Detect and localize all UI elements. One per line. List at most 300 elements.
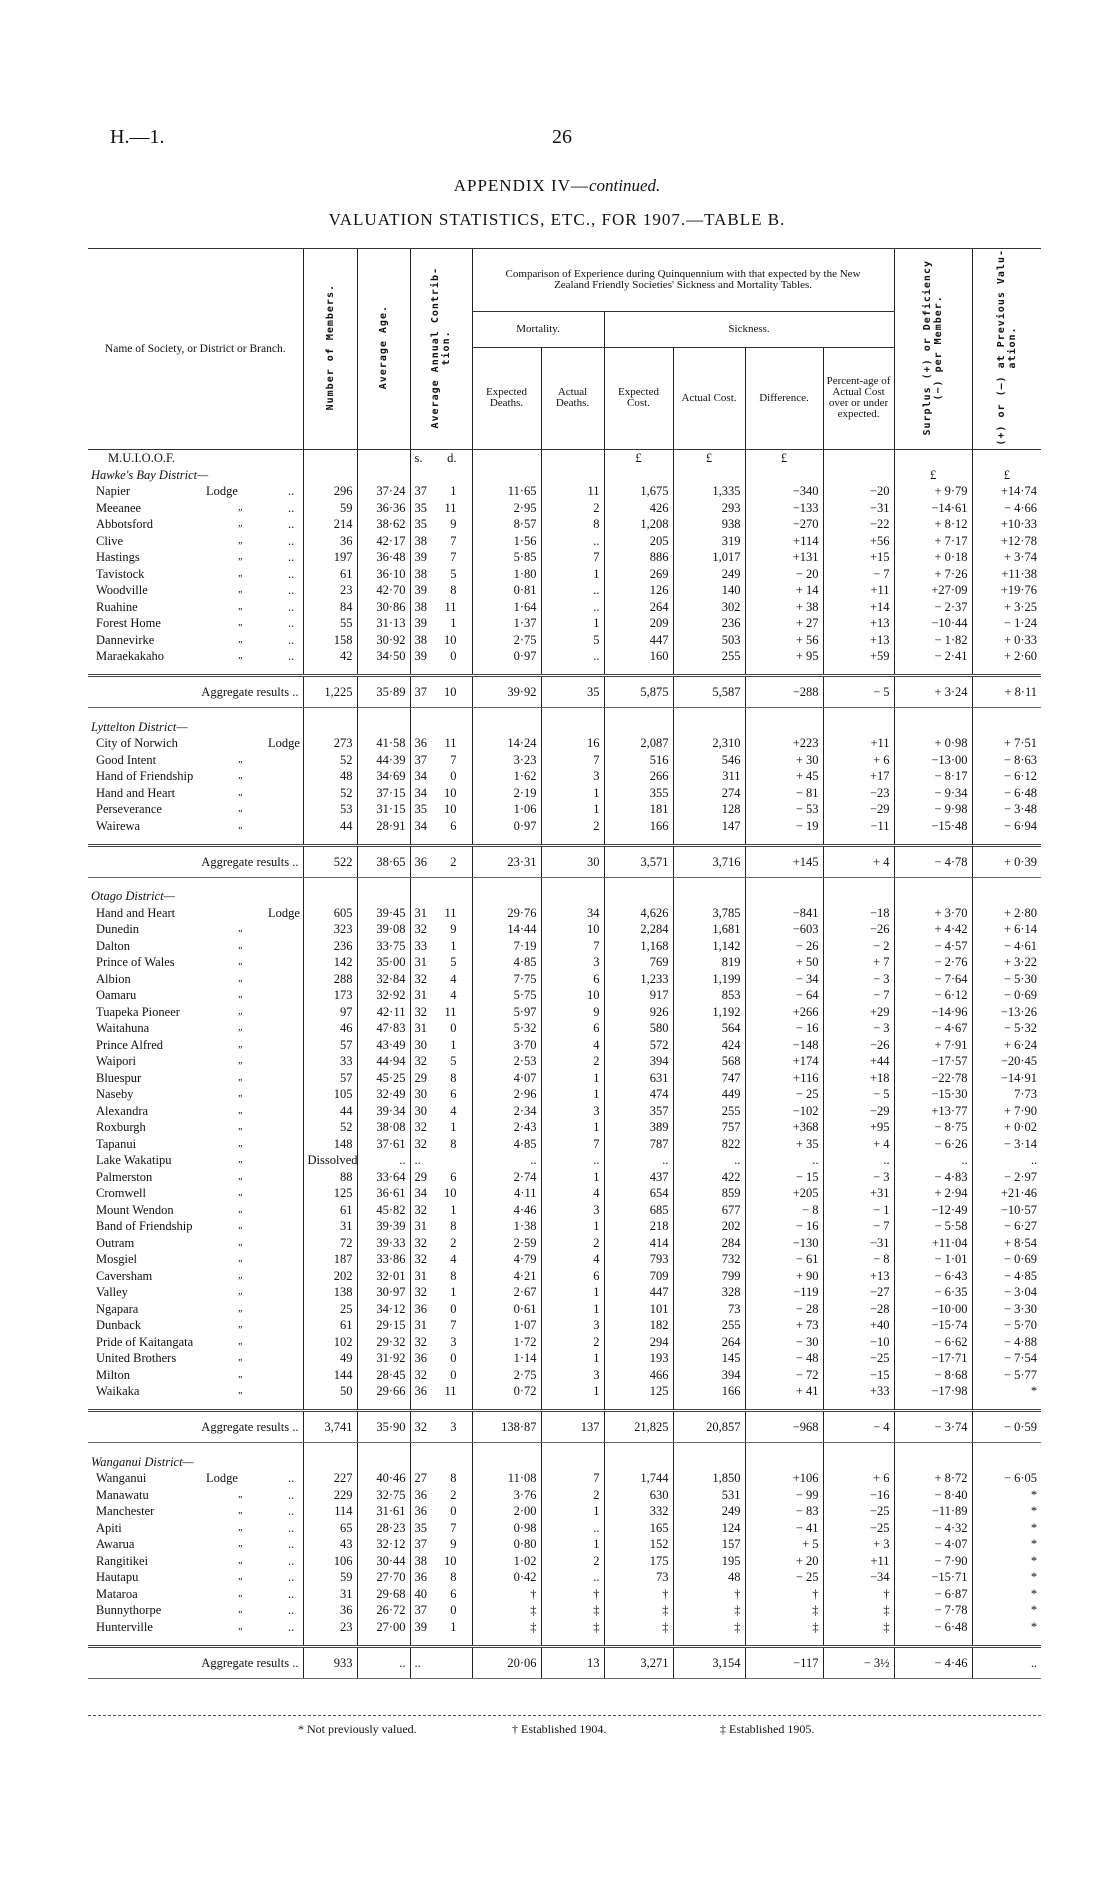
actual-cost-cell: 732 <box>673 1251 745 1268</box>
ditto-mark: „ <box>238 989 244 1001</box>
branch-name <box>88 784 303 801</box>
surplus-cell: − 6·62 <box>894 1333 972 1350</box>
contribution-shillings: 34 <box>414 818 427 833</box>
expected-deaths-cell: 2·75 <box>472 1366 541 1383</box>
difference-cell: − 25 <box>745 1086 823 1103</box>
average-age-cell: .. <box>357 1646 410 1678</box>
expected-deaths-cell: 1·56 <box>472 532 541 549</box>
members-cell: Dissolved <box>303 1152 357 1169</box>
contribution-cell <box>410 1003 472 1020</box>
previous-valuation-cell: + 2·80 <box>972 904 1041 921</box>
expected-deaths-cell: ‡ <box>472 1602 541 1619</box>
surplus-cell: −12·49 <box>894 1201 972 1218</box>
empty-cell <box>303 708 357 719</box>
contribution-shillings: 36 <box>414 1301 427 1316</box>
contribution-shillings: 31 <box>414 955 427 970</box>
table-row <box>88 1267 1041 1284</box>
members-cell: 84 <box>303 598 357 615</box>
table-row <box>88 1486 1041 1503</box>
contribution-shillings: 31 <box>414 988 427 1003</box>
leader-dots: .. <box>288 1504 295 1519</box>
branch-label: Caversham <box>96 1268 153 1283</box>
actual-cost-cell: 284 <box>673 1234 745 1251</box>
empty-cell <box>604 834 673 846</box>
expected-cost-cell: 466 <box>604 1366 673 1383</box>
empty-cell <box>303 466 357 483</box>
aggregate-label: Aggregate results .. <box>88 845 303 877</box>
table-row <box>88 801 1041 818</box>
average-age-cell: 29·68 <box>357 1585 410 1602</box>
expected-cost-cell: 166 <box>604 817 673 834</box>
previous-valuation-cell: +21·46 <box>972 1185 1041 1202</box>
contribution-pence: 6 <box>450 1586 457 1601</box>
previous-valuation-cell: +12·78 <box>972 532 1041 549</box>
average-age-cell: 36·48 <box>357 549 410 566</box>
expected-cost-cell: 3,571 <box>604 845 673 877</box>
members-cell: 144 <box>303 1366 357 1383</box>
actual-cost-cell: 302 <box>673 598 745 615</box>
empty-cell <box>894 449 972 466</box>
empty-cell <box>541 718 604 735</box>
empty-cell <box>410 834 472 846</box>
leader-dots: .. <box>288 517 295 532</box>
actual-cost-cell: 5,587 <box>673 676 745 708</box>
footnote-not-valued: * Not previously valued. <box>298 1722 417 1736</box>
spacer <box>88 1443 303 1454</box>
surplus-cell: −17·57 <box>894 1053 972 1070</box>
expected-cost-cell: 5,875 <box>604 676 673 708</box>
previous-valuation-cell: − 5·30 <box>972 970 1041 987</box>
empty-cell <box>745 834 823 846</box>
empty-cell <box>894 1453 972 1470</box>
members-cell: 31 <box>303 1585 357 1602</box>
ditto-mark: „ <box>238 1005 244 1017</box>
contribution-pence: 10 <box>444 1553 457 1568</box>
actual-cost-cell: 73 <box>673 1300 745 1317</box>
empty-cell <box>357 708 410 719</box>
actual-deaths-cell: 3 <box>541 1366 604 1383</box>
average-age-cell: 42·70 <box>357 582 410 599</box>
actual-cost-cell: ‡ <box>673 1602 745 1619</box>
actual-deaths-cell: .. <box>541 1152 604 1169</box>
surplus-cell: + 8·72 <box>894 1470 972 1487</box>
difference-cell: − 16 <box>745 1020 823 1037</box>
members-cell: 158 <box>303 631 357 648</box>
expected-cost-cell: 205 <box>604 532 673 549</box>
leader-dots: .. <box>288 1570 295 1585</box>
contribution-shillings: 32 <box>414 971 427 986</box>
surplus-cell: + 2·94 <box>894 1185 972 1202</box>
percentage-cell: − 8 <box>823 1251 894 1268</box>
average-age-cell: 32·92 <box>357 987 410 1004</box>
contribution-cell <box>410 904 472 921</box>
contribution-cell <box>410 1350 472 1367</box>
empty-cell <box>541 1453 604 1470</box>
actual-cost-cell: 1,850 <box>673 1470 745 1487</box>
empty-cell <box>745 888 823 905</box>
branch-label: Dunback <box>96 1318 142 1333</box>
members-cell: 197 <box>303 549 357 566</box>
empty-cell <box>673 466 745 483</box>
contribution-shillings: 30 <box>414 1037 427 1052</box>
table-row <box>88 735 1041 752</box>
empty-cell <box>357 718 410 735</box>
contribution-cell <box>410 1119 472 1136</box>
expected-cost-cell: 447 <box>604 1284 673 1301</box>
members-cell: 57 <box>303 1036 357 1053</box>
lodge-label: Lodge <box>206 484 238 499</box>
surplus-cell: + 7·17 <box>894 532 972 549</box>
average-age-cell: 35·90 <box>357 1411 410 1443</box>
surplus-cell: +11·04 <box>894 1234 972 1251</box>
previous-valuation-cell: + 3·22 <box>972 954 1041 971</box>
spacer-row <box>88 664 1041 676</box>
previous-valuation-cell: −20·45 <box>972 1053 1041 1070</box>
ditto-mark: „ <box>238 518 244 530</box>
percentage-cell: +31 <box>823 1185 894 1202</box>
previous-valuation-cell: * <box>972 1519 1041 1536</box>
footer-rule <box>88 1715 1041 1716</box>
expected-deaths-cell: 1·37 <box>472 615 541 632</box>
expected-cost-cell: 580 <box>604 1020 673 1037</box>
contribution-cell <box>410 1536 472 1553</box>
branch-name <box>88 1036 303 1053</box>
average-age-cell: 35·89 <box>357 676 410 708</box>
branch-label: Waitahuna <box>96 1021 150 1036</box>
members-cell: 933 <box>303 1646 357 1678</box>
difference-cell: +205 <box>745 1185 823 1202</box>
percentage-cell: −34 <box>823 1569 894 1586</box>
empty-cell <box>823 834 894 846</box>
actual-cost-cell: 757 <box>673 1119 745 1136</box>
surplus-cell: −17·98 <box>894 1383 972 1400</box>
percentage-cell: .. <box>823 1152 894 1169</box>
members-cell: 1,225 <box>303 676 357 708</box>
empty-cell <box>541 1443 604 1454</box>
ditto-mark: „ <box>238 1286 244 1298</box>
actual-cost-cell: 166 <box>673 1383 745 1400</box>
expected-deaths-cell: 0·42 <box>472 1569 541 1586</box>
contribution-cell <box>410 1152 472 1169</box>
actual-cost-cell: 195 <box>673 1552 745 1569</box>
branch-label: Forest Home <box>96 616 161 631</box>
header-percentage: Percent-age of Actual Cost over or under expected. <box>823 348 894 449</box>
surplus-cell: + 0·18 <box>894 549 972 566</box>
contribution-cell <box>410 1383 472 1400</box>
actual-deaths-cell: 30 <box>541 845 604 877</box>
previous-valuation-cell: − 5·32 <box>972 1020 1041 1037</box>
ditto-mark: „ <box>238 617 244 629</box>
branch-name <box>88 937 303 954</box>
surplus-cell: −11·89 <box>894 1503 972 1520</box>
unit-pound-surplus: £ <box>894 466 972 483</box>
average-age-cell: 30·86 <box>357 598 410 615</box>
difference-cell: ‡ <box>745 1602 823 1619</box>
footnote-established-1905: ‡ Established 1905. <box>720 1722 815 1736</box>
difference-cell: − 99 <box>745 1486 823 1503</box>
previous-valuation-cell: * <box>972 1383 1041 1400</box>
contribution-pence: 7 <box>450 1520 457 1535</box>
leader-dots: .. <box>288 1471 295 1486</box>
table-row <box>88 1300 1041 1317</box>
actual-cost-cell: 140 <box>673 582 745 599</box>
spacer <box>88 708 303 719</box>
empty-cell <box>472 1453 541 1470</box>
average-age-cell: 34·50 <box>357 648 410 665</box>
members-cell: 288 <box>303 970 357 987</box>
previous-valuation-cell: − 8·63 <box>972 751 1041 768</box>
difference-cell: − 26 <box>745 937 823 954</box>
average-age-cell: 45·82 <box>357 1201 410 1218</box>
expected-cost-cell: 101 <box>604 1300 673 1317</box>
table-row <box>88 483 1041 500</box>
contribution-cell <box>410 1020 472 1037</box>
table-row <box>88 1536 1041 1553</box>
members-cell: 48 <box>303 768 357 785</box>
actual-cost-cell: 255 <box>673 1317 745 1334</box>
previous-valuation-cell: + 0·02 <box>972 1119 1041 1136</box>
table-row <box>88 1350 1041 1367</box>
branch-label: Alexandra <box>96 1103 149 1118</box>
header-surplus: Surplus (+) or Deficiency (−) per Member. <box>894 249 972 450</box>
empty-cell <box>604 877 673 888</box>
expected-deaths-cell: 1·07 <box>472 1317 541 1334</box>
header-difference: Difference. <box>745 348 823 449</box>
contribution-shillings: 37 <box>414 1603 427 1618</box>
surplus-cell: −17·71 <box>894 1350 972 1367</box>
actual-cost-cell: 1,199 <box>673 970 745 987</box>
difference-cell: − 64 <box>745 987 823 1004</box>
ditto-mark: „ <box>238 803 244 815</box>
contribution-cell <box>410 631 472 648</box>
surplus-cell: − 6·48 <box>894 1618 972 1635</box>
members-cell: 522 <box>303 845 357 877</box>
contribution-pence: 6 <box>450 1169 457 1184</box>
unit-pound-previous: £ <box>972 466 1041 483</box>
percentage-cell: −25 <box>823 1519 894 1536</box>
contribution-cell <box>410 1218 472 1235</box>
leader-dots: .. <box>288 550 295 565</box>
average-age-cell: 32·49 <box>357 1086 410 1103</box>
expected-deaths-cell: 4·21 <box>472 1267 541 1284</box>
actual-deaths-cell: 1 <box>541 1350 604 1367</box>
table-row <box>88 817 1041 834</box>
actual-deaths-cell: 6 <box>541 1020 604 1037</box>
expected-cost-cell: 769 <box>604 954 673 971</box>
empty-cell <box>745 1635 823 1647</box>
actual-cost-cell: 128 <box>673 801 745 818</box>
empty-cell <box>541 877 604 888</box>
expected-deaths-cell: 7·75 <box>472 970 541 987</box>
previous-valuation-cell: * <box>972 1585 1041 1602</box>
expected-cost-cell: 264 <box>604 598 673 615</box>
branch-name <box>88 1284 303 1301</box>
leader-dots: .. <box>288 632 295 647</box>
branch-label: Wanganui <box>96 1471 147 1486</box>
empty-cell <box>541 466 604 483</box>
surplus-cell: − 4·67 <box>894 1020 972 1037</box>
expected-deaths-cell: 5·85 <box>472 549 541 566</box>
average-age-cell: 33·64 <box>357 1168 410 1185</box>
members-cell: 61 <box>303 565 357 582</box>
contribution-shillings: 33 <box>414 938 427 953</box>
contribution-pence: 1 <box>450 1120 457 1135</box>
expected-deaths-cell: 2·96 <box>472 1086 541 1103</box>
empty-cell <box>472 834 541 846</box>
branch-name <box>88 648 303 665</box>
surplus-cell: − 4·83 <box>894 1168 972 1185</box>
district-heading-row <box>88 888 1041 905</box>
contribution-pence: 1 <box>450 1202 457 1217</box>
expected-deaths-cell: 2·67 <box>472 1284 541 1301</box>
percentage-cell: −29 <box>823 801 894 818</box>
difference-cell: − 72 <box>745 1366 823 1383</box>
difference-cell: − 19 <box>745 817 823 834</box>
branch-name <box>88 1152 303 1169</box>
members-cell: 59 <box>303 1569 357 1586</box>
expected-cost-cell: 685 <box>604 1201 673 1218</box>
actual-cost-cell: 1,335 <box>673 483 745 500</box>
header-mortality: Mortality. <box>472 311 604 347</box>
contribution-cell <box>410 483 472 500</box>
leader-dots: .. <box>288 616 295 631</box>
average-age-cell: 42·11 <box>357 1003 410 1020</box>
empty-cell <box>745 1453 823 1470</box>
previous-valuation-cell: − 3·30 <box>972 1300 1041 1317</box>
branch-label: Napier <box>96 484 131 499</box>
surplus-cell: −13·00 <box>894 751 972 768</box>
actual-cost-cell: 503 <box>673 631 745 648</box>
table-row <box>88 1585 1041 1602</box>
contribution-shillings: 31 <box>414 1318 427 1333</box>
surplus-cell: − 4·46 <box>894 1646 972 1678</box>
members-cell: 273 <box>303 735 357 752</box>
empty-cell <box>604 708 673 719</box>
contribution-pence: 8 <box>450 1268 457 1283</box>
branch-label: Lake Wakatipu <box>96 1153 172 1168</box>
expected-cost-cell: 294 <box>604 1333 673 1350</box>
expected-cost-cell: 572 <box>604 1036 673 1053</box>
branch-name <box>88 615 303 632</box>
branch-name <box>88 582 303 599</box>
members-cell: 138 <box>303 1284 357 1301</box>
contribution-cell <box>410 582 472 599</box>
expected-cost-cell: ‡ <box>604 1618 673 1635</box>
contribution-shillings: 39 <box>414 616 427 631</box>
leader-dots: .. <box>288 566 295 581</box>
contribution-shillings: 32 <box>414 1120 427 1135</box>
average-age-cell: 32·01 <box>357 1267 410 1284</box>
actual-deaths-cell: 6 <box>541 1267 604 1284</box>
contribution-pence: 11 <box>444 1384 457 1399</box>
empty-cell <box>673 1399 745 1411</box>
branch-name <box>88 1251 303 1268</box>
actual-deaths-cell: 137 <box>541 1411 604 1443</box>
actual-deaths-cell: 4 <box>541 1185 604 1202</box>
surplus-cell: −15·30 <box>894 1086 972 1103</box>
contribution-shillings: 39 <box>414 649 427 664</box>
difference-cell: + 95 <box>745 648 823 665</box>
contribution-shillings: 40 <box>414 1586 427 1601</box>
percentage-cell: +13 <box>823 1267 894 1284</box>
ditto-mark: „ <box>238 1055 244 1067</box>
contribution-cell <box>410 1552 472 1569</box>
contribution-shillings: 37 <box>414 1537 427 1552</box>
previous-valuation-cell: − 6·48 <box>972 784 1041 801</box>
expected-deaths-cell: 11·08 <box>472 1470 541 1487</box>
branch-name <box>88 1102 303 1119</box>
table-row <box>88 1366 1041 1383</box>
difference-cell: − 25 <box>745 1569 823 1586</box>
contribution-shillings: 31 <box>414 1021 427 1036</box>
difference-cell: − 48 <box>745 1350 823 1367</box>
ditto-mark: „ <box>238 770 244 782</box>
table-row <box>88 1251 1041 1268</box>
previous-valuation-cell: * <box>972 1602 1041 1619</box>
expected-cost-cell: 182 <box>604 1317 673 1334</box>
actual-deaths-cell: 1 <box>541 1069 604 1086</box>
table-row <box>88 921 1041 938</box>
aggregate-label: Aggregate results .. <box>88 676 303 708</box>
table-row <box>88 954 1041 971</box>
contribution-shillings: 38 <box>414 533 427 548</box>
unit-pound-difference: £ <box>745 449 823 466</box>
contribution-pence: 5 <box>450 955 457 970</box>
branch-name <box>88 1185 303 1202</box>
empty-cell <box>894 1635 972 1647</box>
society-name: M.U.I.O.O.F. <box>108 451 176 466</box>
surplus-cell: − 7·90 <box>894 1552 972 1569</box>
branch-label: Hand and Heart <box>96 905 176 920</box>
previous-valuation-cell: − 3·14 <box>972 1135 1041 1152</box>
contribution-cell <box>410 987 472 1004</box>
difference-cell: − 83 <box>745 1503 823 1520</box>
branch-label: Meeanee <box>96 500 142 515</box>
members-cell: 25 <box>303 1300 357 1317</box>
actual-deaths-cell: 2 <box>541 1234 604 1251</box>
members-cell: 106 <box>303 1552 357 1569</box>
average-age-cell: 28·23 <box>357 1519 410 1536</box>
contribution-pence: 9 <box>450 922 457 937</box>
average-age-cell: 31·15 <box>357 801 410 818</box>
average-age-cell: 41·58 <box>357 735 410 752</box>
branch-label: Woodville <box>96 583 148 598</box>
leader-dots: .. <box>288 1586 295 1601</box>
difference-cell: + 45 <box>745 768 823 785</box>
surplus-cell: +13·77 <box>894 1102 972 1119</box>
empty-cell <box>745 664 823 676</box>
expected-cost-cell: 269 <box>604 565 673 582</box>
empty-cell <box>673 877 745 888</box>
ditto-mark: „ <box>238 567 244 579</box>
percentage-cell: +11 <box>823 1552 894 1569</box>
empty-cell <box>673 1635 745 1647</box>
empty-cell <box>541 888 604 905</box>
contribution-pence: 0 <box>450 1021 457 1036</box>
surplus-cell: −15·74 <box>894 1317 972 1334</box>
previous-valuation-cell: + 0·39 <box>972 845 1041 877</box>
members-cell: 173 <box>303 987 357 1004</box>
ditto-mark: „ <box>238 1521 244 1533</box>
district-heading-row <box>88 718 1041 735</box>
empty-cell <box>303 1635 357 1647</box>
expected-cost-cell: 125 <box>604 1383 673 1400</box>
members-cell: 59 <box>303 499 357 516</box>
unit-pound-expected-cost: £ <box>604 449 673 466</box>
contribution-pence: 0 <box>450 1603 457 1618</box>
average-age-cell: 33·86 <box>357 1251 410 1268</box>
average-age-cell: 40·46 <box>357 1470 410 1487</box>
